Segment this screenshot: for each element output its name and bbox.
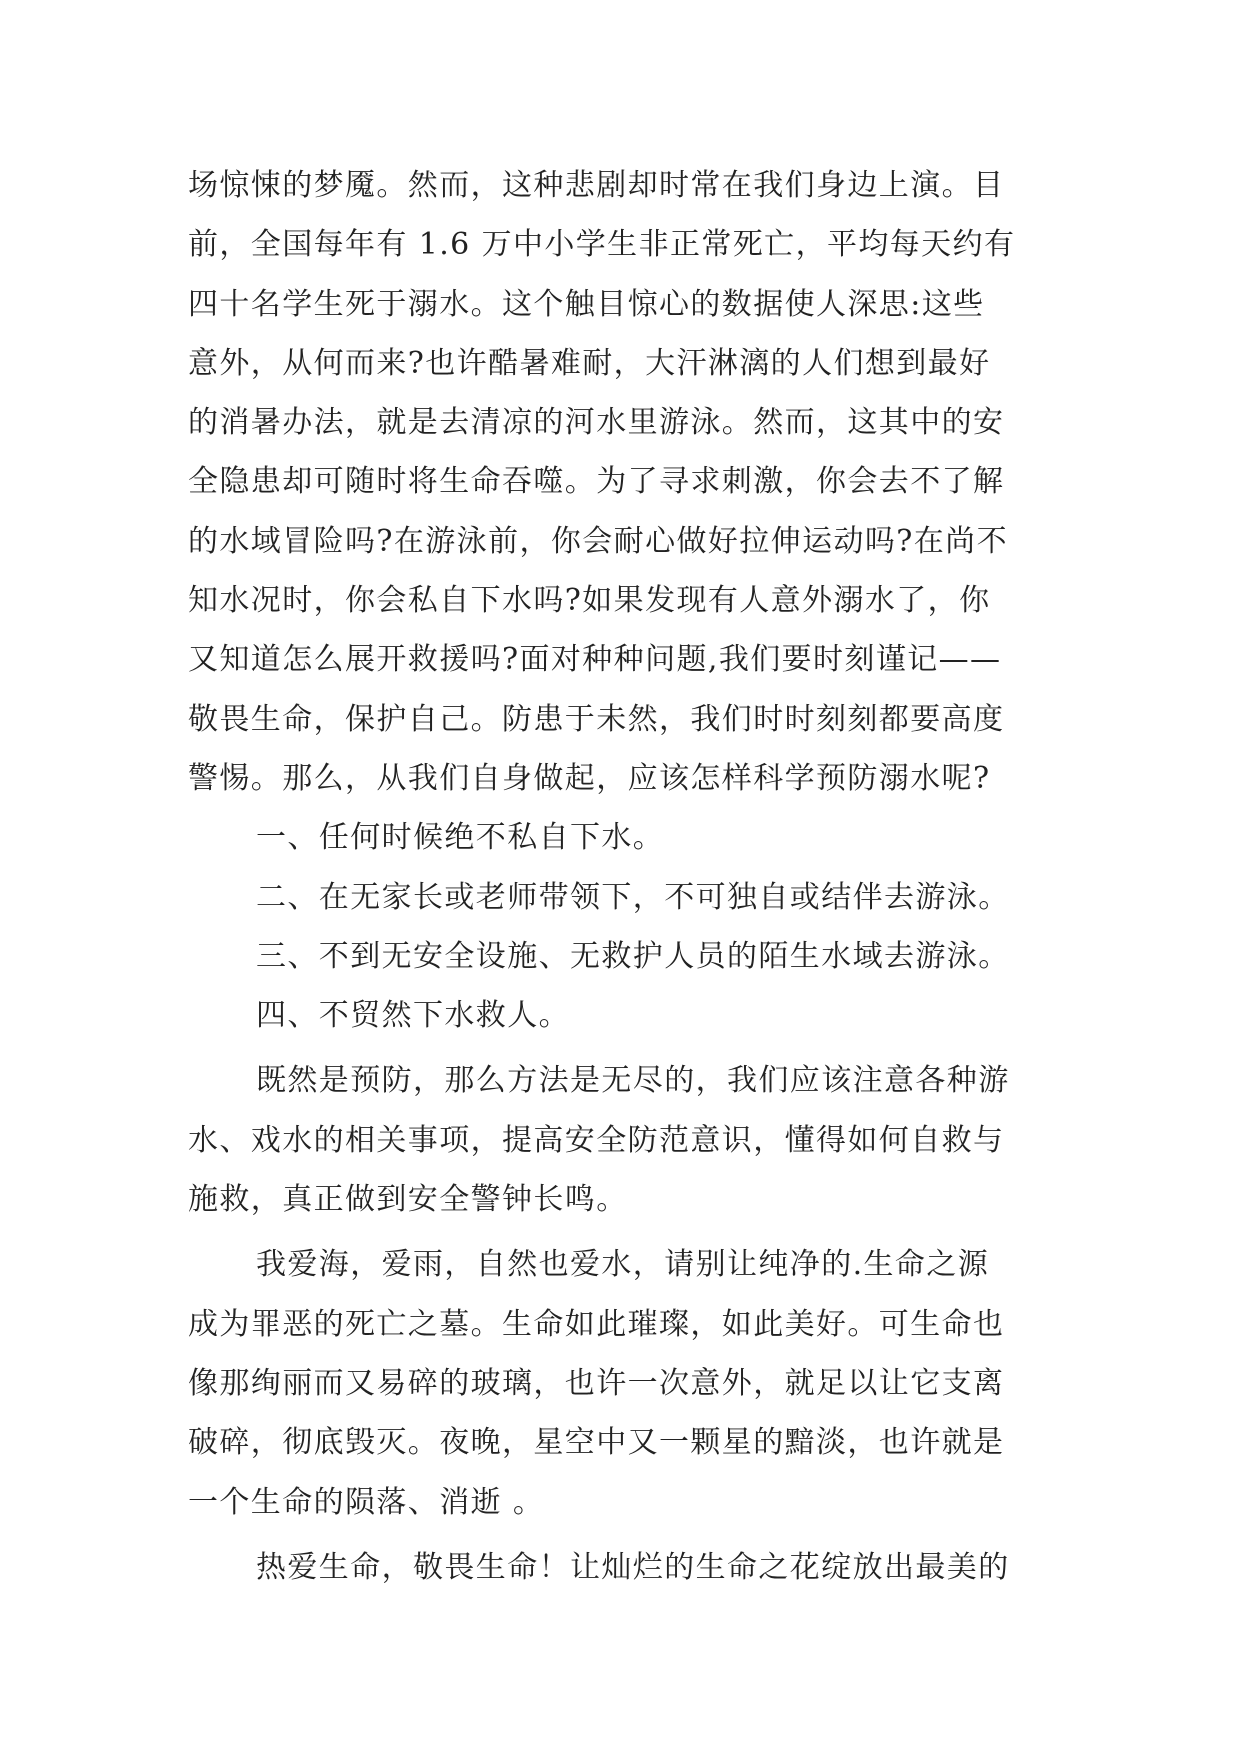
rule-item-4	[188, 986, 1068, 1045]
text-line: 四、不贸然下水救人。	[256, 998, 570, 1034]
text-line: 四十名学生死于溺水。这个触目惊心的数据使人深思:这些	[188, 286, 985, 322]
paragraph-prevention	[188, 1051, 1068, 1229]
text-line: 的消暑办法，就是去清凉的河水里游泳。然而，这其中的安	[188, 405, 1005, 441]
paragraph-cherish-life	[188, 1538, 1068, 1597]
text-line: 水、戏水的相关事项，提高安全防范意识，懂得如何自救与	[188, 1122, 1005, 1158]
document-body	[188, 156, 1068, 1597]
rule-item-3	[188, 927, 1068, 986]
text-line: 警惕。那么，从我们自身做起，应该怎样科学预防溺水呢?	[188, 760, 991, 796]
rule-item-1	[188, 808, 1068, 867]
text-line: 成为罪恶的死亡之墓。生命如此璀璨，如此美好。可生命也	[188, 1306, 1005, 1342]
text-line: 二、在无家长或老师带领下，不可独自或结伴去游泳。	[256, 879, 1010, 915]
text-line: 敬畏生命，保护自己。防患于未然，我们时时刻刻都要高度	[188, 701, 1005, 737]
text-line: 一个生命的陨落、消逝 。	[188, 1484, 545, 1520]
text-line: 三、不到无安全设施、无救护人员的陌生水域去游泳。	[256, 938, 1010, 974]
text-line: 我爱海，爱雨，自然也爱水，请别让纯净的.生命之源	[256, 1247, 990, 1283]
text-line: 像那绚丽而又易碎的玻璃，也许一次意外，就足以让它支离	[188, 1365, 1005, 1401]
text-line: 知水况时，你会私自下水吗?如果发现有人意外溺水了，你	[188, 583, 991, 619]
text-line: 热爱生命，敬畏生命！让灿烂的生命之花绽放出最美的	[256, 1549, 1010, 1585]
text-line: 全隐患却可随时将生命吞噬。为了寻求刺激，你会去不了解	[188, 464, 1005, 500]
text-line: 前，全国每年有 1.6 万中小学生非正常死亡，平均每天约有	[188, 227, 1016, 263]
text-line: 又知道怎么展开救援吗?面对种种问题,我们要时刻谨记——	[188, 642, 1002, 678]
text-line: 一、任何时候绝不私自下水。	[256, 820, 665, 856]
text-line: 场惊悚的梦魇。然而，这种悲剧却时常在我们身边上演。目	[188, 168, 1005, 203]
paragraph-love-water	[188, 1235, 1068, 1531]
text-line: 的水域冒险吗?在游泳前，你会耐心做好拉伸运动吗?在尚不	[188, 523, 1008, 559]
text-line: 破碎，彻底毁灭。夜晚，星空中又一颗星的黯淡，也许就是	[188, 1425, 1005, 1461]
text-line: 施救，真正做到安全警钟长鸣。	[188, 1182, 628, 1218]
text-line: 既然是预防，那么方法是无尽的，我们应该注意各种游	[256, 1063, 1010, 1099]
paragraph-drowning-intro	[188, 156, 1068, 808]
rule-item-2	[188, 868, 1068, 927]
text-line: 意外，从何而来?也许酷暑难耐，大汗淋漓的人们想到最好	[188, 345, 991, 381]
